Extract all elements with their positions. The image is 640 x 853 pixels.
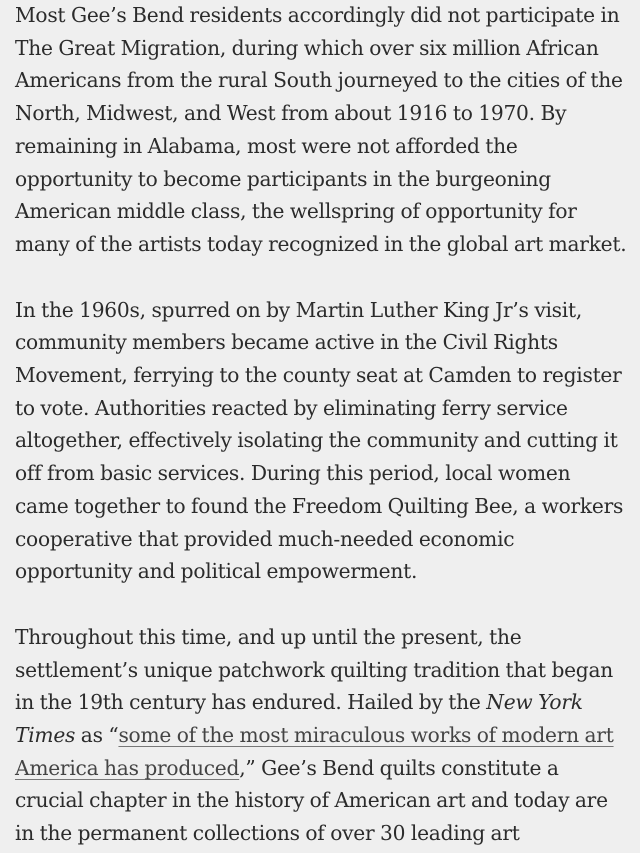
text-line: settlement’s unique patchwork quilting tradition that began (15, 657, 614, 682)
text-line: in the permanent collections of over 30 leading art (15, 821, 520, 846)
text-line: In the 1960s, spurred on by Martin Luther King Jr’s visit, (15, 297, 583, 322)
paragraph-civil-rights (15, 294, 624, 588)
text-line: Americans from the rural South journeyed to the cities of the (15, 68, 623, 93)
text-line: community members became active in the Civil Rights (15, 330, 558, 355)
text-line: American middle class, the wellspring of opportunity for (15, 199, 577, 224)
text-segment: as “ (75, 723, 119, 748)
text-line (15, 719, 624, 752)
text-line: to vote. Authorities reacted by eliminating ferry service (15, 395, 568, 420)
text-line: opportunity to become participants in the burgeoning (15, 166, 551, 191)
text-segment: in the 19th century has endured. Hailed by the (15, 690, 487, 715)
nyt-quote-link[interactable]: some of the most miraculous works of modern art (118, 723, 614, 748)
text-line: cooperative that provided much-needed economic (15, 526, 515, 551)
text-line: opportunity and political empowerment. (15, 559, 418, 584)
text-line: Most Gee’s Bend residents accordingly did not participate in (15, 3, 620, 27)
text-line: The Great Migration, during which over six million African (15, 35, 599, 60)
publication-name: New York (486, 690, 583, 715)
paragraph-quilting-tradition (15, 621, 624, 850)
text-segment: ,” Gee’s Bend quilts constitute a (239, 755, 559, 780)
text-line: Throughout this time, and up until the present, the (15, 624, 522, 649)
nyt-quote-link[interactable]: America has produced (15, 755, 240, 780)
text-line: altogether, effectively isolating the community and cutting it (15, 428, 618, 453)
text-line (15, 686, 624, 719)
publication-name: Times (15, 723, 76, 748)
paragraph-great-migration (15, 0, 627, 261)
text-line: came together to found the Freedom Quilting Bee, a workers (15, 493, 624, 518)
text-line: many of the artists today recognized in the global art market. (15, 231, 627, 256)
text-line: remaining in Alabama, most were not afforded the (15, 133, 518, 158)
text-line: off from basic services. During this period, local women (15, 461, 571, 486)
text-line: North, Midwest, and West from about 1916 to 1970. By (15, 101, 567, 126)
text-line: Movement, ferrying to the county seat at Camden to register (15, 363, 622, 388)
text-line (15, 752, 624, 785)
text-line: crucial chapter in the history of American art and today are (15, 788, 608, 813)
